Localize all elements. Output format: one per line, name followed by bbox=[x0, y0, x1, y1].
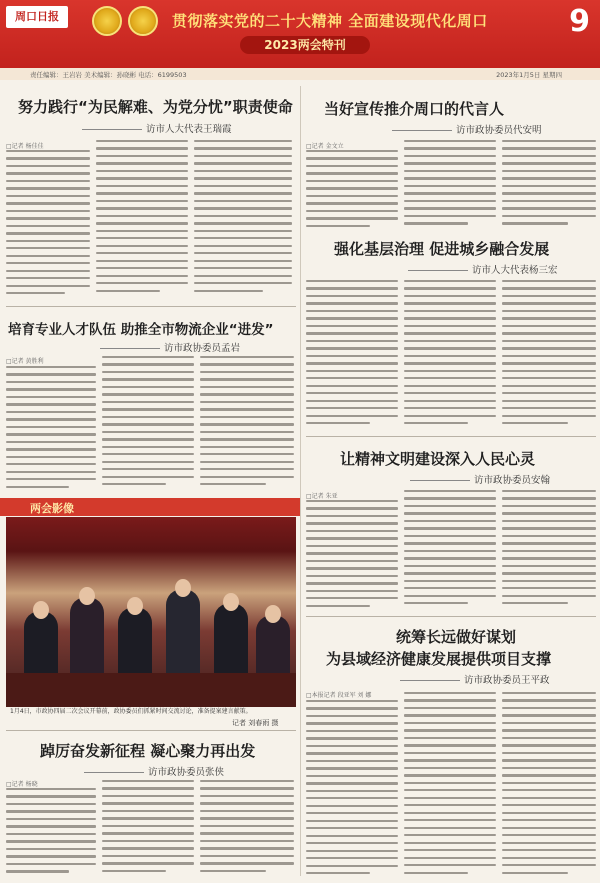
article-text-column bbox=[502, 280, 596, 430]
article-text-column bbox=[404, 692, 496, 878]
article-byline: 访市政协委员代安明 bbox=[392, 122, 542, 136]
article-byline: 访市政协委员安翰 bbox=[410, 472, 550, 486]
article-tag: □记者 杨晓 bbox=[6, 781, 38, 788]
article-text-column bbox=[306, 280, 398, 430]
article-text-column bbox=[502, 140, 596, 232]
article-text-column bbox=[200, 356, 294, 494]
article-byline: 访市政协委员孟岩 bbox=[100, 340, 240, 354]
article-text-column bbox=[200, 780, 294, 878]
national-emblem-icon bbox=[92, 6, 122, 36]
article-title: 努力践行“为民解难、为党分忧”职责使命 bbox=[18, 98, 293, 116]
conference-photo bbox=[6, 517, 296, 707]
section-divider bbox=[306, 436, 596, 437]
article-text-column bbox=[404, 490, 496, 610]
article-byline: 访市人大代表杨三宏 bbox=[408, 262, 558, 276]
article-title: 当好宣传推介周口的代言人 bbox=[324, 100, 505, 118]
photo-desk bbox=[6, 673, 296, 707]
article-text-column bbox=[6, 150, 90, 300]
article-text-column bbox=[102, 356, 194, 494]
section-divider bbox=[306, 616, 596, 617]
issue-date: 2023年1月5日 星期四 bbox=[496, 71, 562, 79]
article-title: 踔厉奋发新征程 凝心聚力再出发 bbox=[40, 742, 256, 760]
article-tag: □记者 杨佳佳 bbox=[6, 143, 44, 150]
page-number: 9 bbox=[569, 4, 590, 39]
photo-person-head bbox=[265, 605, 281, 623]
article-text-column bbox=[404, 280, 496, 430]
photo-person-head bbox=[223, 593, 239, 611]
article-tag: □本报记者 段亚军 刘 娜 bbox=[306, 692, 372, 699]
article-byline: 访市政协委员王平政 bbox=[400, 672, 550, 686]
article-text-column bbox=[6, 788, 96, 878]
photo-person-head bbox=[127, 597, 143, 615]
article-text-column bbox=[6, 366, 96, 494]
article-text-column bbox=[502, 692, 596, 878]
article-text-column bbox=[306, 700, 398, 878]
article-text-column bbox=[502, 490, 596, 610]
article-title: 培育专业人才队伍 助推全市物流企业“进发” bbox=[8, 322, 274, 338]
photo-person-head bbox=[175, 579, 191, 597]
article-title-line2: 为县域经济健康发展提供项目支撑 bbox=[326, 650, 552, 668]
section-divider bbox=[6, 730, 296, 731]
photo-section-label: 两会影像 bbox=[30, 502, 74, 515]
article-text-column bbox=[306, 500, 398, 610]
editor-info: 责任编辑：王岩岩 美术编辑：孙晓彬 电话：6199503 bbox=[30, 71, 187, 79]
article-tag: □记者 黄胜利 bbox=[6, 358, 44, 365]
article-text-column bbox=[404, 140, 496, 232]
meta-bar bbox=[0, 68, 600, 80]
paper-logo: 周口日报 bbox=[6, 6, 68, 28]
article-text-column bbox=[194, 140, 292, 300]
article-tag: □记者 朱亚 bbox=[306, 493, 338, 500]
photo-person-head bbox=[79, 587, 95, 605]
special-edition-badge: 2023两会特刊 bbox=[240, 36, 370, 54]
article-text-column bbox=[96, 140, 188, 300]
article-title: 统筹长远做好谋划 bbox=[396, 628, 517, 646]
masthead-slogan: 贯彻落实党的二十大精神 全面建设现代化周口 bbox=[172, 12, 488, 30]
article-byline: 访市人大代表王瑞霞 bbox=[82, 121, 232, 135]
column-divider bbox=[300, 86, 301, 876]
photo-section-band bbox=[0, 498, 300, 516]
party-emblem-icon bbox=[128, 6, 158, 36]
article-title: 强化基层治理 促进城乡融合发展 bbox=[334, 240, 550, 258]
article-tag: □记者 金文立 bbox=[306, 143, 344, 150]
article-text-column bbox=[306, 150, 398, 232]
article-byline: 访市政协委员张侠 bbox=[84, 764, 224, 778]
article-text-column bbox=[102, 780, 194, 878]
photo-person-head bbox=[33, 601, 49, 619]
section-divider bbox=[6, 306, 296, 307]
photo-caption: 1月4日，市政协四届二次会议开幕前，政协委员们抓紧时间交流讨论，准备提案建言献策。 bbox=[10, 708, 252, 715]
masthead-banner bbox=[0, 0, 600, 68]
photo-credit: 记者 刘春雨 摄 bbox=[232, 719, 279, 727]
article-title: 让精神文明建设深入人民心灵 bbox=[340, 450, 536, 468]
